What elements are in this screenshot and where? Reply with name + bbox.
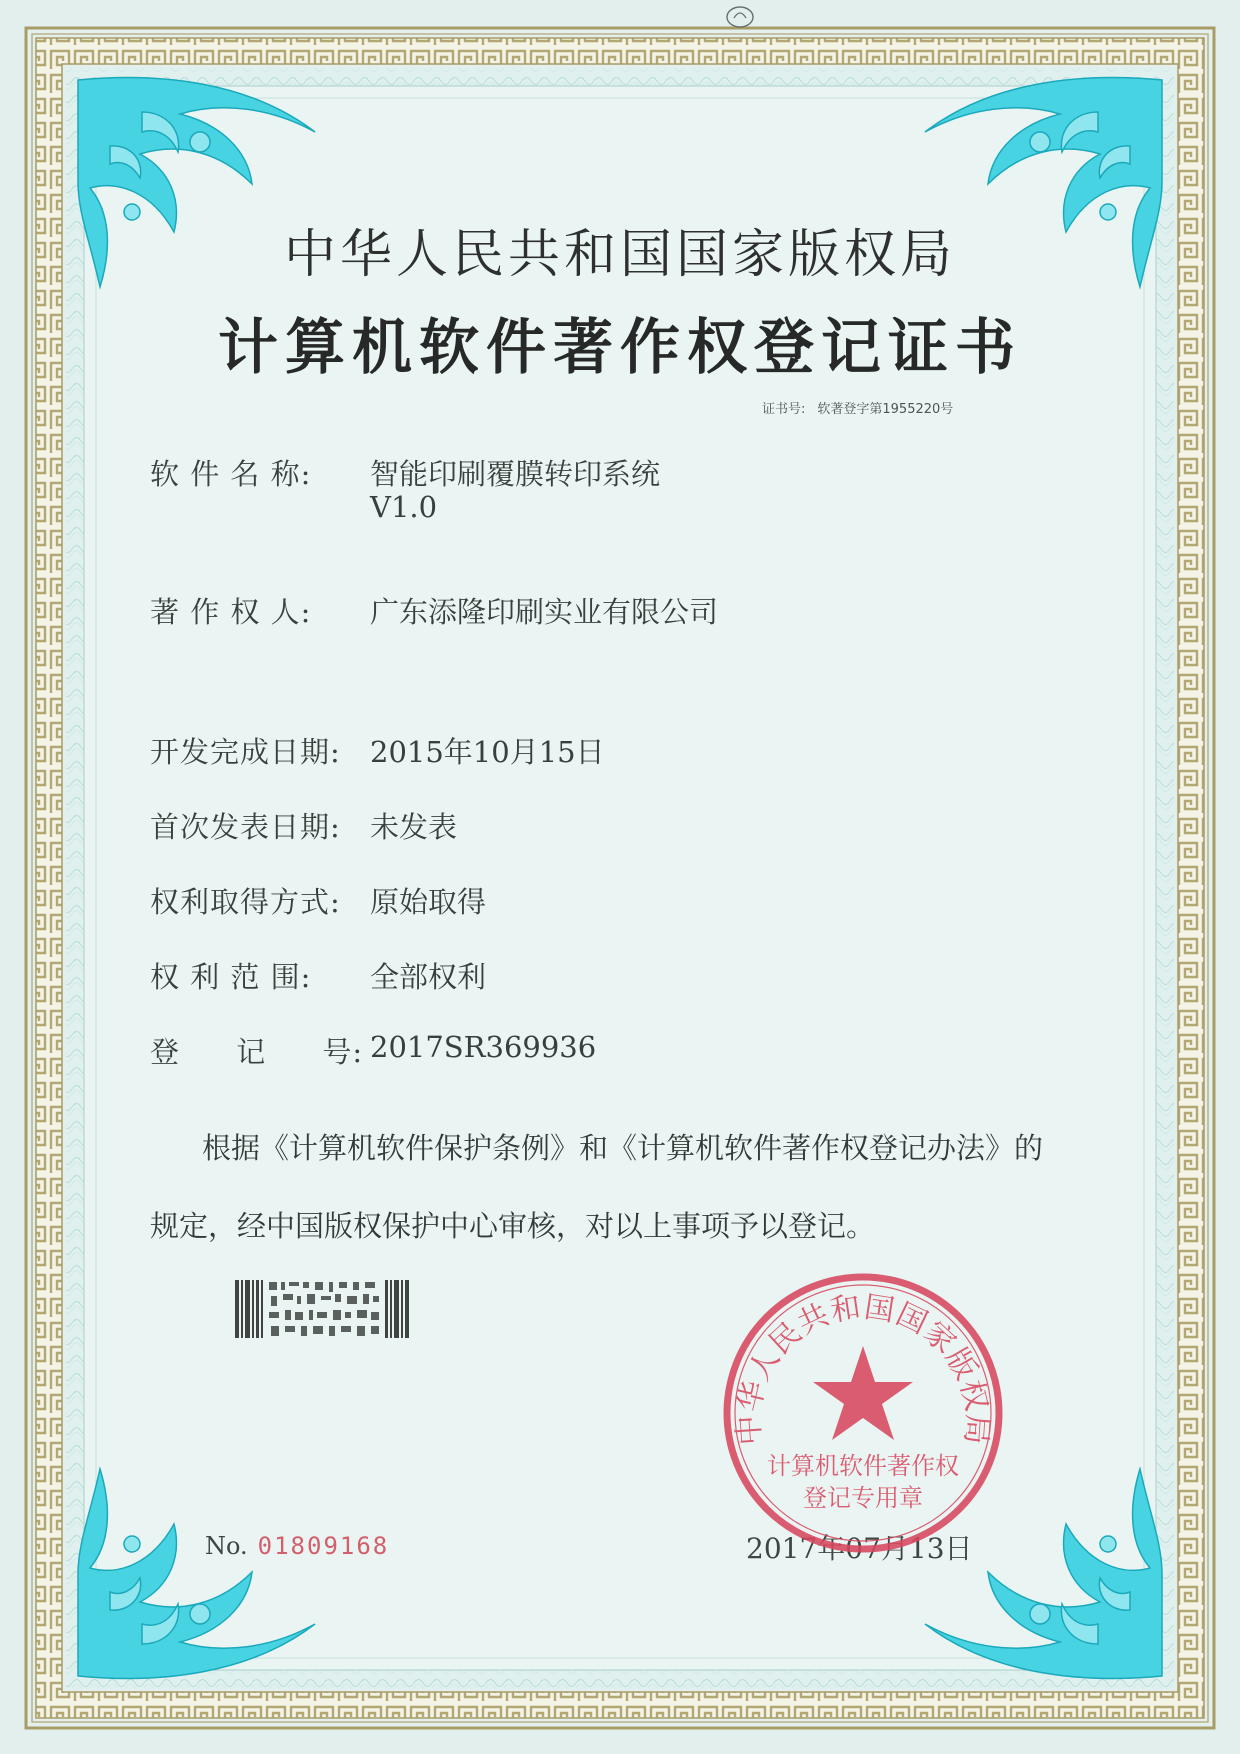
field-label: 著 作 权 人: bbox=[150, 595, 312, 629]
seal-inner-line-1: 计算机软件著作权 bbox=[767, 1452, 959, 1480]
issuing-authority: 中华人民共和国国家版权局 bbox=[283, 225, 956, 285]
serial-number bbox=[205, 1532, 389, 1560]
legal-basis-line-1: 根据《计算机软件保护条例》和《计算机软件著作权登记办法》的 bbox=[202, 1131, 1044, 1165]
field-value: 2017SR369936 bbox=[370, 1030, 597, 1064]
corner-ornament-bottom-left bbox=[70, 1454, 330, 1684]
field-software-name bbox=[150, 452, 661, 524]
field-label: 权利取得方式: bbox=[150, 885, 341, 919]
field-scope-of-rights bbox=[150, 955, 487, 996]
field-value-version: V1.0 bbox=[370, 490, 438, 524]
field-value: 全部权利 bbox=[370, 960, 487, 994]
registration-fields bbox=[150, 0, 1110, 1100]
certificate-number-value: 软著登字第1955220号 bbox=[817, 402, 954, 417]
official-seal-stamp bbox=[718, 1268, 1008, 1558]
issue-date: 2017年07月13日 bbox=[746, 1532, 973, 1565]
seal-star-icon bbox=[813, 1346, 913, 1440]
field-acquisition-method bbox=[150, 880, 487, 921]
field-copyright-owner bbox=[150, 590, 719, 631]
field-label: 登 记 号: bbox=[150, 1035, 364, 1069]
field-value: 广东添隆印刷实业有限公司 bbox=[370, 595, 719, 629]
seal-outer-text: 中华人民共和国国家版权局 bbox=[731, 1289, 995, 1447]
field-value: 未发表 bbox=[370, 810, 458, 844]
certificate-title: 计算机软件著作权登记证书 bbox=[218, 313, 1022, 383]
field-registration-number bbox=[150, 1030, 597, 1071]
field-label: 软 件 名 称: bbox=[150, 457, 312, 491]
field-value: 2015年10月15日 bbox=[370, 735, 605, 769]
field-label: 权 利 范 围: bbox=[150, 960, 312, 994]
legal-basis-line-2: 规定，经中国版权保护中心审核，对以上事项予以登记。 bbox=[150, 1209, 876, 1243]
barcode-qr-strip bbox=[235, 1278, 411, 1340]
serial-value: 01809168 bbox=[257, 1532, 390, 1560]
field-development-date bbox=[150, 730, 605, 771]
field-value: 智能印刷覆膜转印系统 bbox=[370, 457, 661, 491]
field-label: 开发完成日期: bbox=[150, 735, 341, 769]
certificate-number-label: 证书号: bbox=[762, 402, 806, 417]
serial-label: No. bbox=[205, 1532, 248, 1560]
seal-inner-line-2: 登记专用章 bbox=[803, 1484, 923, 1512]
field-value: 原始取得 bbox=[370, 885, 487, 919]
field-first-publication-date bbox=[150, 805, 458, 846]
field-label: 首次发表日期: bbox=[150, 810, 341, 844]
